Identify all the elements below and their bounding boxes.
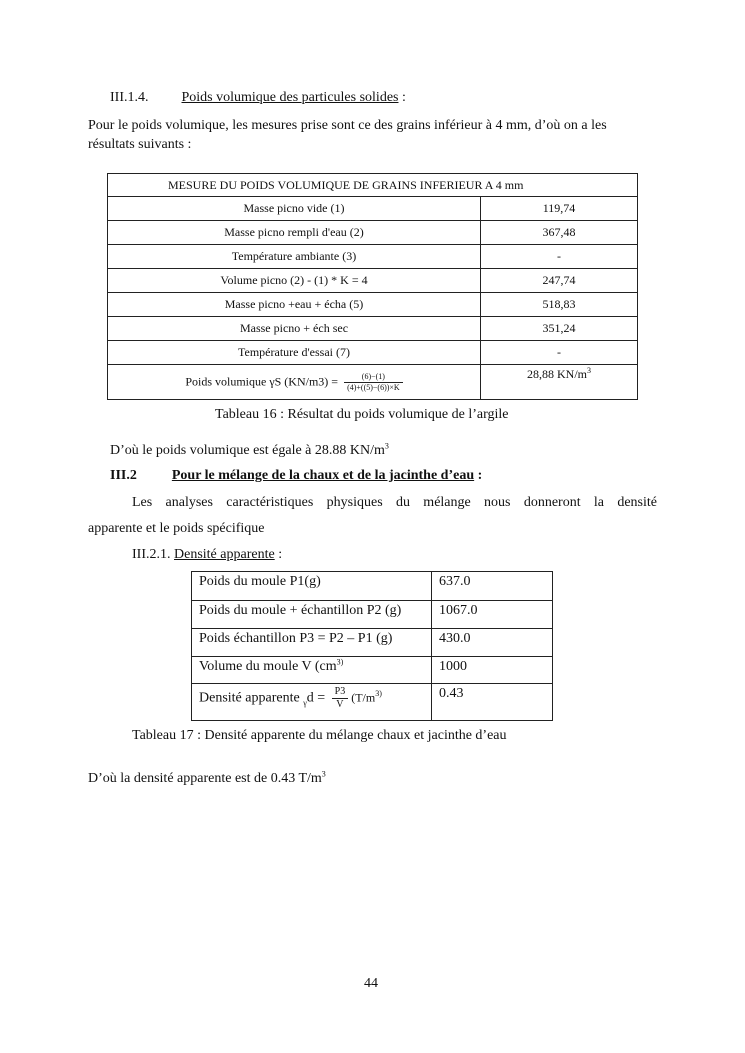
section-number: III.1.4. <box>110 90 149 105</box>
paragraph-line: résultats suivants : <box>88 137 192 152</box>
section-number: III.2.1. <box>132 547 171 562</box>
formula-numerator: (6)−(1) <box>344 372 403 383</box>
table-cell-label: Poids du moule P1(g) <box>192 572 432 601</box>
table-row <box>108 269 638 293</box>
conclusion-2: D’où la densité apparente est de 0.43 $T/m^3$ <box>88 769 326 786</box>
section-title: Poids volumique des particules solides <box>181 90 399 105</box>
paragraph-line: Les analyses caractéristiques physiques du mélange nous donneront la densité <box>132 495 657 510</box>
table-17-caption: Tableau 17 : Densité apparente du mélange chaux et jacinthe d’eau <box>132 728 507 743</box>
density-label: Densité apparente $_\gamma$d = $\frac{P3}{V}$ ($T/m^{3)}$ <box>192 684 432 721</box>
table-row <box>192 629 553 657</box>
table-cell-value: 430.0 <box>432 629 553 657</box>
table-row <box>192 684 553 721</box>
table-cell-label: Masse picno vide (1) <box>108 197 481 221</box>
table-cell-label: Masse picno +eau + écha (5) <box>108 293 481 317</box>
table-cell-value: - <box>481 341 638 365</box>
section-heading-3-2-1 <box>132 546 282 564</box>
page-number: 44 <box>364 976 378 991</box>
formula-fraction <box>344 372 403 393</box>
table-header: MESURE DU POIDS VOLUMIQUE DE GRAINS INFERIEUR A 4 mm <box>108 174 638 197</box>
section-heading-3-2 <box>110 467 482 485</box>
table-row-formula <box>108 365 638 400</box>
formula-value: 28,88 $KN/m^3$ <box>481 365 638 400</box>
table-row <box>192 601 553 629</box>
section-heading-3-1-4 <box>110 89 406 107</box>
table-cell-value: 637.0 <box>432 572 553 601</box>
table-row <box>108 221 638 245</box>
paragraph-line: Pour le poids volumique, les mesures prise sont ce des grains inférieur à 4 mm, d’où on a les <box>88 118 607 133</box>
table-cell-value: - <box>481 245 638 269</box>
table-row <box>108 317 638 341</box>
formula-label: Poids volumique γS (KN/m3) = <box>185 373 342 388</box>
table-cell-value: 367,48 <box>481 221 638 245</box>
table-cell-label: Poids échantillon P3 = P2 – P1 (g) <box>192 629 432 657</box>
volume-value: 1000 <box>432 657 553 684</box>
table-16 <box>107 173 638 400</box>
table-16-caption: Tableau 16 : Résultat du poids volumique de l’argile <box>215 407 509 422</box>
section-title: Pour le mélange de la chaux et de la jacinthe d’eau <box>171 468 475 483</box>
table-cell-label: Masse picno rempli d'eau (2) <box>108 221 481 245</box>
table-cell-value: 1067.0 <box>432 601 553 629</box>
table-cell-label: Température ambiante (3) <box>108 245 481 269</box>
section-colon: : <box>274 547 283 562</box>
section-colon: : <box>474 468 483 483</box>
table-cell-value: 247,74 <box>481 269 638 293</box>
table-17 <box>191 571 553 721</box>
table-row <box>108 245 638 269</box>
table-cell-label: Température d'essai (7) <box>108 341 481 365</box>
formula-cell <box>108 365 481 400</box>
formula-denominator: (4)+((5)−(6))×K <box>347 382 400 392</box>
table-cell-label: Masse picno + éch sec <box>108 317 481 341</box>
section-colon: : <box>398 90 406 105</box>
table-cell-label: Poids du moule + échantillon P2 (g) <box>192 601 432 629</box>
table-cell-value: 119,74 <box>481 197 638 221</box>
section-title: Densité apparente <box>174 547 275 562</box>
table-row <box>108 197 638 221</box>
table-cell-label: Volume picno (2) - (1) * K = 4 <box>108 269 481 293</box>
table-row <box>108 293 638 317</box>
section-number: III.2 <box>110 468 137 483</box>
density-fraction: $\frac{P3}{V}$ <box>332 686 349 711</box>
conclusion-1: D’où le poids volumique est égale à 28.88 $KN/m^3$ <box>110 441 389 458</box>
table-row <box>108 341 638 365</box>
density-value: 0.43 <box>432 684 553 721</box>
volume-label: Volume du moule V ($cm^{3)}$ <box>192 657 432 684</box>
table-row <box>192 657 553 684</box>
table-cell-value: 518,83 <box>481 293 638 317</box>
table-cell-value: 351,24 <box>481 317 638 341</box>
table-row <box>192 572 553 601</box>
paragraph-line: apparente et le poids spécifique <box>88 521 265 536</box>
